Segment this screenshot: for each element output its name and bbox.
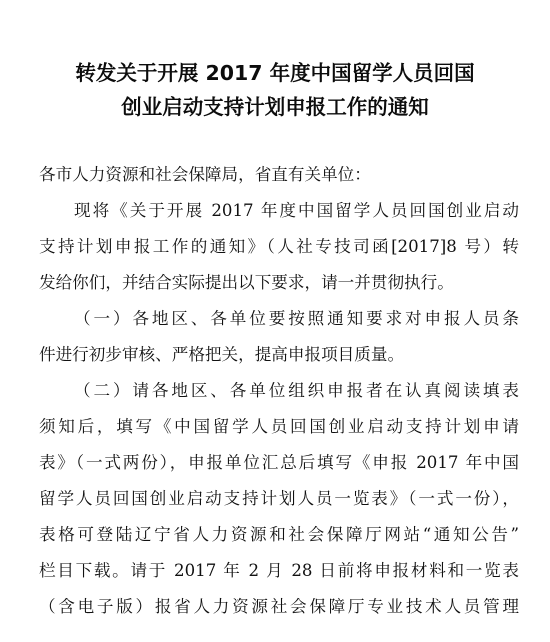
paragraph-3-line-2: 须知后，填写《中国留学人员回国创业启动支持计划申请	[39, 417, 519, 436]
paragraph-3-line-5: 表格可登陆辽宁省人力资源和社会保障厅网站“通知公告”	[39, 525, 519, 544]
document-title-line-2: 创业启动支持计划申报工作的通知	[121, 95, 429, 119]
paragraph-3-line-4: 留学人员回国创业启动支持计划人员一览表》（一式一份），	[39, 489, 519, 508]
paragraph-3-line-1: （二）请各地区、各单位组织申报者在认真阅读填表	[74, 381, 519, 400]
paragraph-1-line-2: 支持计划申报工作的通知》（人社专技司函[2017]8 号）转	[39, 237, 519, 256]
paragraph-3-line-6: 栏目下载。请于 2017 年 2 月 28 日前将申报材料和一览表	[39, 561, 519, 580]
paragraph-3-line-3: 表》（一式两份），申报单位汇总后填写《申报 2017 年中国	[39, 453, 519, 472]
salutation: 各市人力资源和社会保障局，省直有关单位：	[39, 165, 371, 184]
paragraph-1-line-1: 现将《关于开展 2017 年度中国留学人员回国创业启动	[74, 201, 519, 220]
paragraph-2-line-1: （一）各地区、各单位要按照通知要求对申报人员条	[74, 309, 519, 328]
paragraph-2-line-2: 件进行初步审核、严格把关，提高申报项目质量。	[39, 345, 405, 364]
paragraph-3-line-7: （含电子版）报省人力资源社会保障厅专业技术人员管理	[39, 597, 519, 616]
document-title-line-1: 转发关于开展 2017 年度中国留学人员回国	[75, 61, 475, 85]
paragraph-1-line-3: 发给你们，并结合实际提出以下要求，请一并贯彻执行。	[39, 273, 454, 292]
